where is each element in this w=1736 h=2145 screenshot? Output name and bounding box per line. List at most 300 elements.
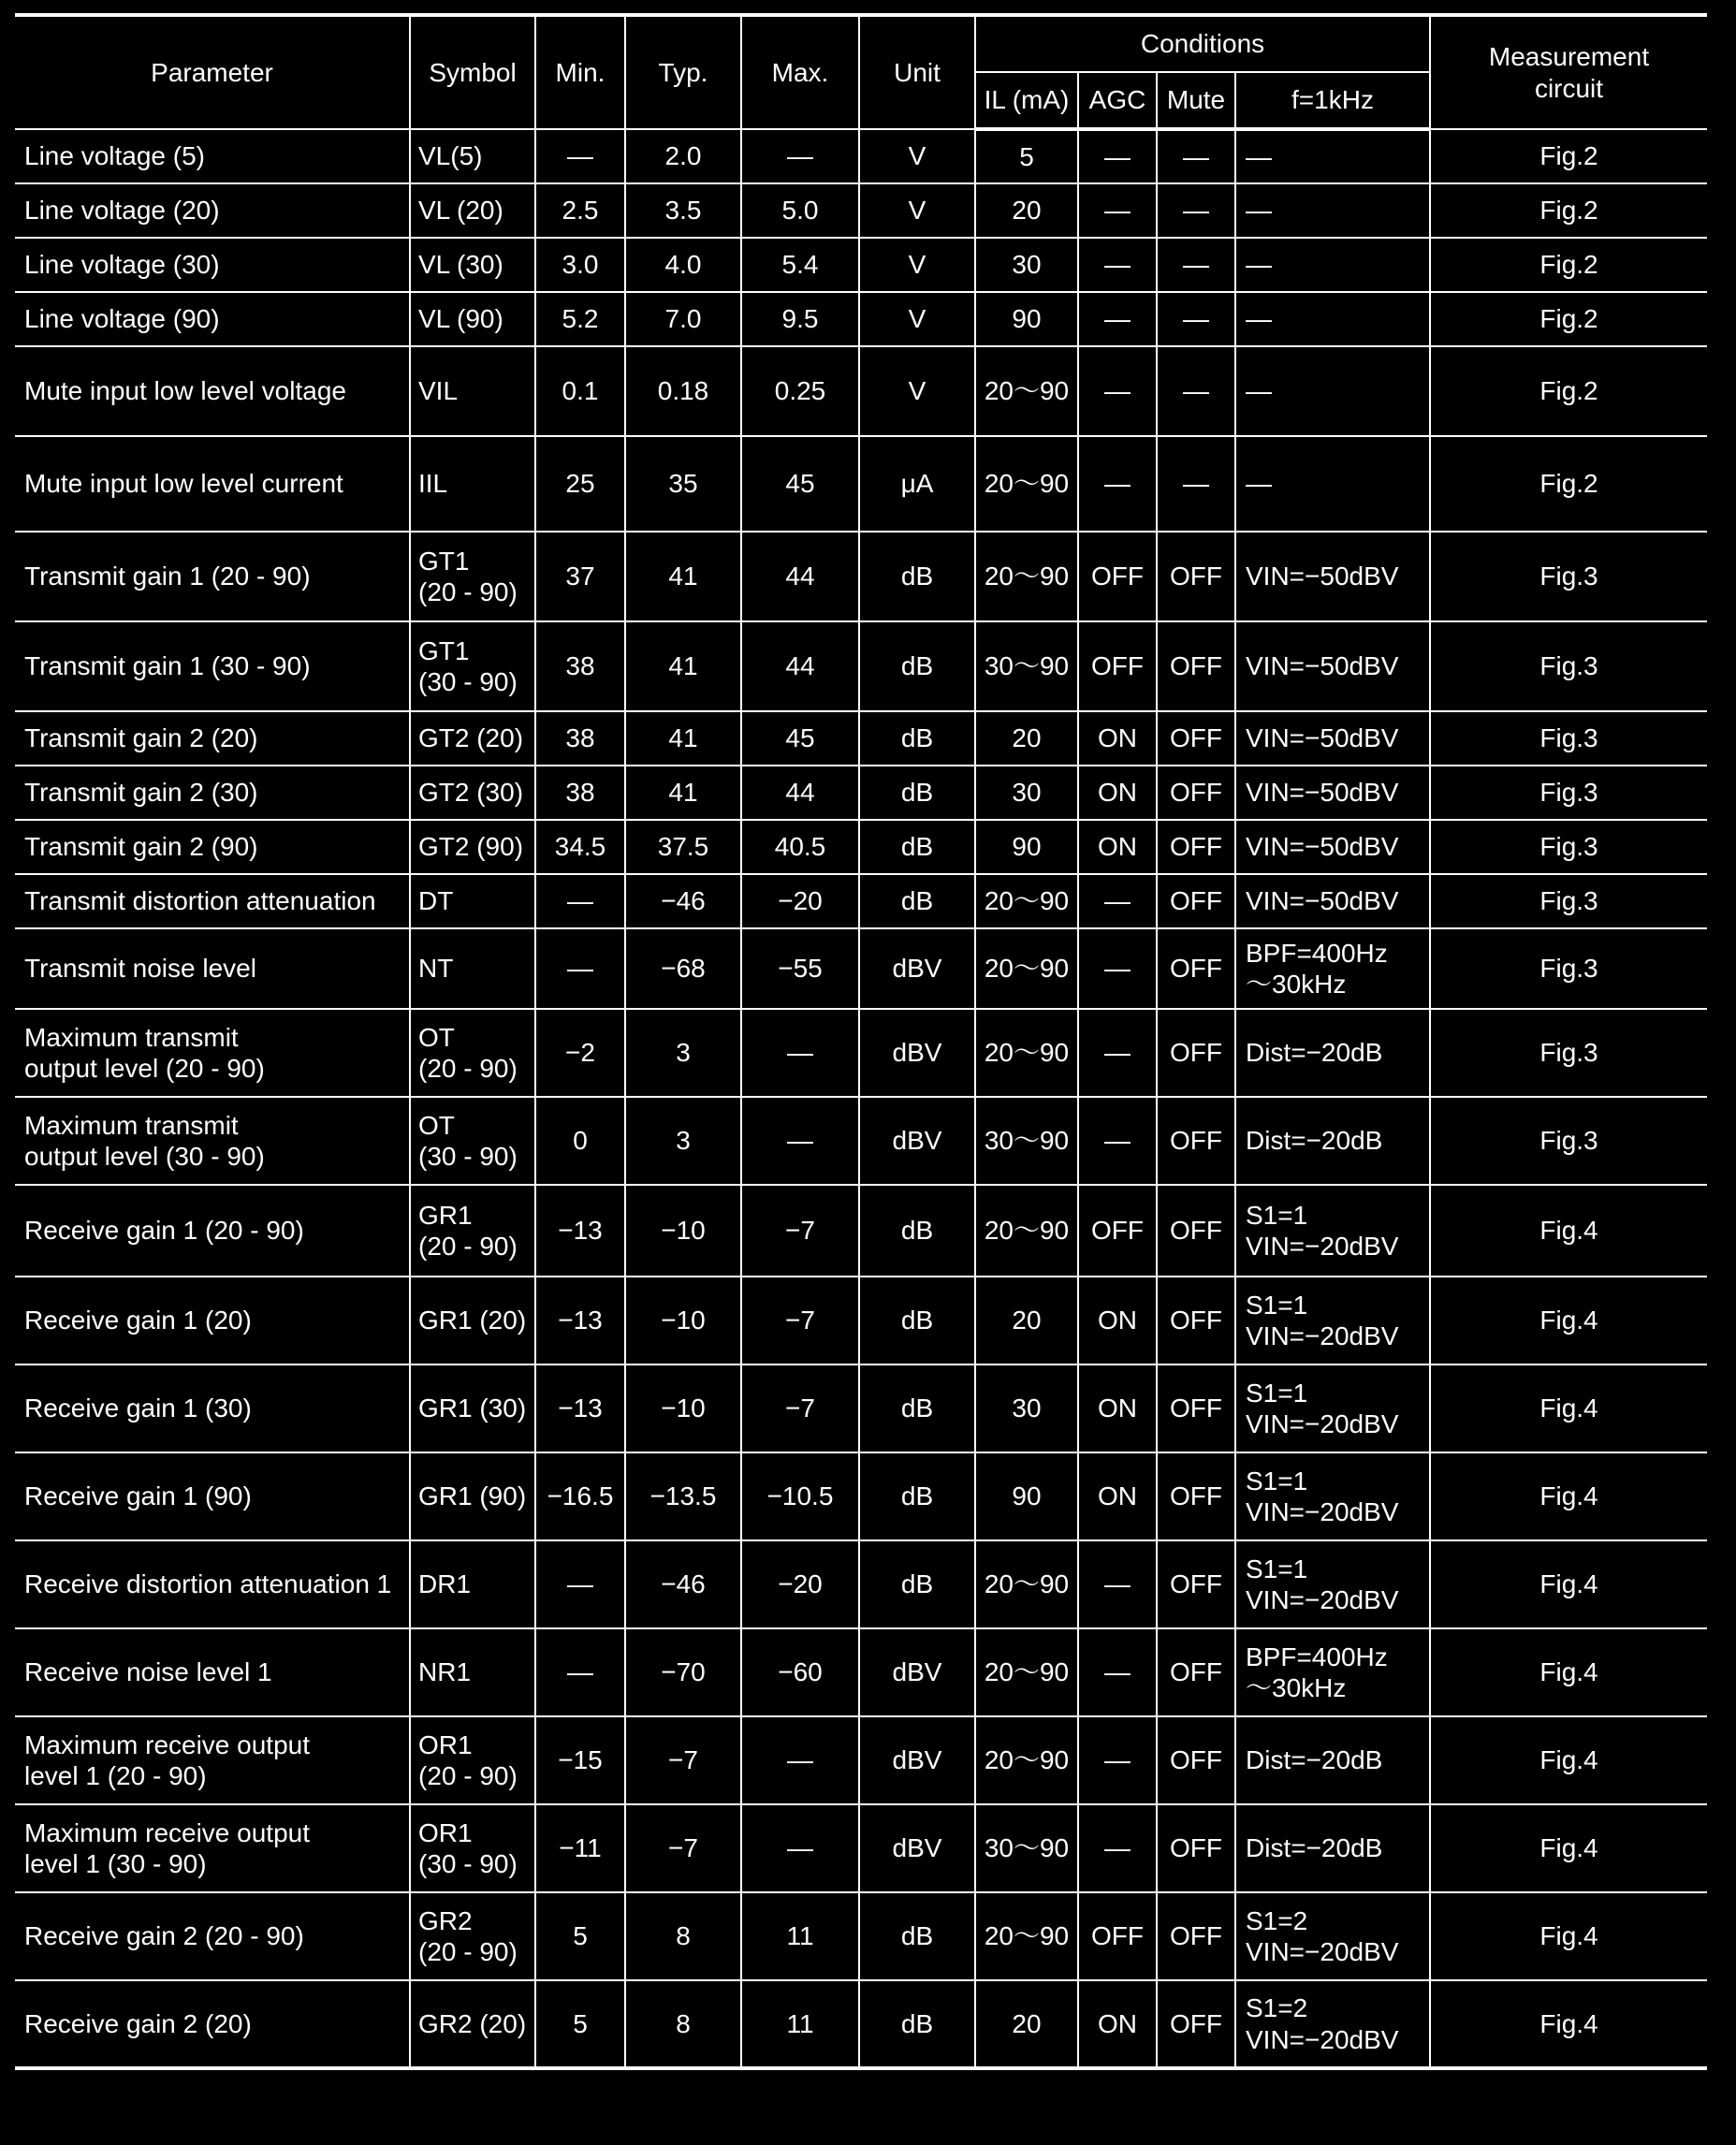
symbol-cell: GR2 (20 - 90) — [410, 1892, 535, 1980]
parameter-cell: Transmit noise level — [15, 928, 410, 1009]
unit-cell: dB — [859, 1540, 975, 1628]
mute-cell: OFF — [1157, 1097, 1235, 1185]
parameter-cell: Maximum transmit output level (20 - 90) — [15, 1009, 410, 1097]
parameter-cell: Line voltage (30) — [15, 238, 410, 292]
measurement-circuit-cell: Fig.4 — [1430, 1452, 1707, 1540]
agc-cell: OFF — [1078, 621, 1157, 711]
typ-cell: 41 — [625, 532, 741, 621]
unit-cell: dB — [859, 820, 975, 874]
agc-cell: — — [1078, 346, 1157, 436]
il-cell: 30～90 — [975, 1097, 1078, 1185]
mute-cell: — — [1157, 346, 1235, 436]
agc-cell: — — [1078, 129, 1157, 183]
symbol-cell: VL (20) — [410, 183, 535, 238]
min-cell: — — [535, 129, 625, 183]
typ-cell: −7 — [625, 1716, 741, 1804]
measurement-circuit-cell: Fig.3 — [1430, 711, 1707, 766]
agc-cell: — — [1078, 238, 1157, 292]
max-cell: 9.5 — [741, 292, 859, 346]
table-body — [15, 129, 1707, 2068]
condition-cell: S1=2 VIN=−20dBV — [1235, 1892, 1430, 1980]
unit-cell: V — [859, 129, 975, 183]
agc-cell: OFF — [1078, 532, 1157, 621]
min-cell: −13 — [535, 1185, 625, 1277]
agc-cell: — — [1078, 292, 1157, 346]
table-row — [15, 436, 1707, 532]
condition-cell: S1=1 VIN=−20dBV — [1235, 1540, 1430, 1628]
typ-cell: 8 — [625, 1980, 741, 2068]
header-symbol: Symbol — [410, 15, 535, 129]
il-cell: 20～90 — [975, 1540, 1078, 1628]
il-cell: 20 — [975, 1980, 1078, 2068]
mute-cell: OFF — [1157, 1009, 1235, 1097]
symbol-cell: VIL — [410, 346, 535, 436]
parameter-cell: Receive gain 2 (20 - 90) — [15, 1892, 410, 1980]
symbol-cell: DR1 — [410, 1540, 535, 1628]
il-cell: 20 — [975, 183, 1078, 238]
typ-cell: 3 — [625, 1097, 741, 1185]
max-cell: −7 — [741, 1185, 859, 1277]
max-cell: — — [741, 1009, 859, 1097]
condition-cell: S1=1 VIN=−20dBV — [1235, 1277, 1430, 1364]
header-measurement-circuit: Measurement circuit — [1430, 15, 1707, 129]
min-cell: — — [535, 1540, 625, 1628]
measurement-circuit-cell: Fig.4 — [1430, 1628, 1707, 1716]
agc-cell: ON — [1078, 1452, 1157, 1540]
il-cell: 90 — [975, 1452, 1078, 1540]
agc-cell: — — [1078, 1628, 1157, 1716]
symbol-cell: GR1 (30) — [410, 1364, 535, 1452]
header-min: Min. — [535, 15, 625, 129]
table-row — [15, 1097, 1707, 1185]
max-cell: 45 — [741, 436, 859, 532]
condition-cell: Dist=−20dB — [1235, 1009, 1430, 1097]
unit-cell: dB — [859, 532, 975, 621]
condition-cell: VIN=−50dBV — [1235, 621, 1430, 711]
typ-cell: 37.5 — [625, 820, 741, 874]
symbol-cell: GT2 (30) — [410, 766, 535, 820]
measurement-circuit-cell: Fig.3 — [1430, 874, 1707, 928]
parameter-cell: Transmit gain 2 (90) — [15, 820, 410, 874]
symbol-cell: GR1 (90) — [410, 1452, 535, 1540]
min-cell: −15 — [535, 1716, 625, 1804]
min-cell: 5.2 — [535, 292, 625, 346]
min-cell: 38 — [535, 711, 625, 766]
table-row — [15, 1185, 1707, 1277]
il-cell: 20～90 — [975, 436, 1078, 532]
measurement-circuit-cell: Fig.4 — [1430, 1364, 1707, 1452]
symbol-cell: NT — [410, 928, 535, 1009]
condition-cell: — — [1235, 436, 1430, 532]
mute-cell: OFF — [1157, 532, 1235, 621]
unit-cell: dB — [859, 1892, 975, 1980]
symbol-cell: VL (30) — [410, 238, 535, 292]
unit-cell: dBV — [859, 928, 975, 1009]
min-cell: −11 — [535, 1804, 625, 1892]
parameter-cell: Maximum receive output level 1 (20 - 90) — [15, 1716, 410, 1804]
unit-cell: dBV — [859, 1097, 975, 1185]
table-row — [15, 711, 1707, 766]
mute-cell: OFF — [1157, 1364, 1235, 1452]
parameter-cell: Maximum receive output level 1 (30 - 90) — [15, 1804, 410, 1892]
condition-cell: VIN=−50dBV — [1235, 766, 1430, 820]
unit-cell: dB — [859, 766, 975, 820]
symbol-cell: GT2 (20) — [410, 711, 535, 766]
il-cell: 20～90 — [975, 874, 1078, 928]
max-cell: −10.5 — [741, 1452, 859, 1540]
unit-cell: dB — [859, 711, 975, 766]
condition-cell: VIN=−50dBV — [1235, 820, 1430, 874]
agc-cell: ON — [1078, 820, 1157, 874]
condition-cell: VIN=−50dBV — [1235, 532, 1430, 621]
typ-cell: −10 — [625, 1185, 741, 1277]
typ-cell: −10 — [625, 1364, 741, 1452]
symbol-cell: GR1 (20) — [410, 1277, 535, 1364]
symbol-cell: NR1 — [410, 1628, 535, 1716]
parameter-cell: Receive gain 1 (20) — [15, 1277, 410, 1364]
mute-cell: OFF — [1157, 711, 1235, 766]
symbol-cell: GR2 (20) — [410, 1980, 535, 2068]
il-cell: 30 — [975, 238, 1078, 292]
table-row — [15, 1716, 1707, 1804]
table-row — [15, 292, 1707, 346]
header-mute: Mute — [1157, 72, 1235, 129]
agc-cell: — — [1078, 183, 1157, 238]
min-cell: −13 — [535, 1277, 625, 1364]
measurement-circuit-cell: Fig.2 — [1430, 346, 1707, 436]
measurement-circuit-cell: Fig.4 — [1430, 1892, 1707, 1980]
il-cell: 30～90 — [975, 1804, 1078, 1892]
unit-cell: dB — [859, 1364, 975, 1452]
max-cell: — — [741, 1716, 859, 1804]
table-row — [15, 1892, 1707, 1980]
measurement-circuit-cell: Fig.3 — [1430, 928, 1707, 1009]
condition-cell: S1=1 VIN=−20dBV — [1235, 1185, 1430, 1277]
typ-cell: 35 — [625, 436, 741, 532]
typ-cell: 41 — [625, 766, 741, 820]
parameter-cell: Transmit gain 1 (20 - 90) — [15, 532, 410, 621]
parameter-cell: Line voltage (20) — [15, 183, 410, 238]
agc-cell: — — [1078, 928, 1157, 1009]
mute-cell: OFF — [1157, 1628, 1235, 1716]
unit-cell: μA — [859, 436, 975, 532]
condition-cell: S1=1 VIN=−20dBV — [1235, 1452, 1430, 1540]
typ-cell: 7.0 — [625, 292, 741, 346]
condition-cell: — — [1235, 292, 1430, 346]
parameter-cell: Transmit gain 2 (20) — [15, 711, 410, 766]
parameter-cell: Mute input low level voltage — [15, 346, 410, 436]
symbol-cell: OT (20 - 90) — [410, 1009, 535, 1097]
parameter-cell: Line voltage (5) — [15, 129, 410, 183]
min-cell: 38 — [535, 766, 625, 820]
measurement-circuit-cell: Fig.3 — [1430, 766, 1707, 820]
agc-cell: — — [1078, 1009, 1157, 1097]
measurement-circuit-cell: Fig.4 — [1430, 1540, 1707, 1628]
agc-cell: — — [1078, 1540, 1157, 1628]
il-cell: 20～90 — [975, 928, 1078, 1009]
unit-cell: dB — [859, 1277, 975, 1364]
condition-cell: — — [1235, 129, 1430, 183]
table-row — [15, 1364, 1707, 1452]
unit-cell: dB — [859, 621, 975, 711]
condition-cell: Dist=−20dB — [1235, 1097, 1430, 1185]
max-cell: 5.0 — [741, 183, 859, 238]
table-row — [15, 1277, 1707, 1364]
il-cell: 20 — [975, 1277, 1078, 1364]
parameter-cell: Receive gain 1 (30) — [15, 1364, 410, 1452]
header-typ: Typ. — [625, 15, 741, 129]
measurement-circuit-cell: Fig.2 — [1430, 238, 1707, 292]
agc-cell: ON — [1078, 711, 1157, 766]
mute-cell: — — [1157, 129, 1235, 183]
agc-cell: OFF — [1078, 1892, 1157, 1980]
max-cell: 44 — [741, 766, 859, 820]
typ-cell: −13.5 — [625, 1452, 741, 1540]
il-cell: 20～90 — [975, 1628, 1078, 1716]
table-row — [15, 1804, 1707, 1892]
table-row — [15, 1980, 1707, 2068]
table-row — [15, 129, 1707, 183]
min-cell: 5 — [535, 1892, 625, 1980]
measurement-circuit-cell: Fig.4 — [1430, 1804, 1707, 1892]
symbol-cell: GR1 (20 - 90) — [410, 1185, 535, 1277]
condition-cell: BPF=400Hz ～30kHz — [1235, 1628, 1430, 1716]
min-cell: — — [535, 1628, 625, 1716]
parameter-cell: Receive distortion attenuation 1 — [15, 1540, 410, 1628]
max-cell: — — [741, 129, 859, 183]
condition-cell: Dist=−20dB — [1235, 1804, 1430, 1892]
unit-cell: V — [859, 292, 975, 346]
table-row — [15, 874, 1707, 928]
il-cell: 20 — [975, 711, 1078, 766]
mute-cell: OFF — [1157, 766, 1235, 820]
max-cell: −7 — [741, 1364, 859, 1452]
mute-cell: — — [1157, 183, 1235, 238]
max-cell: — — [741, 1097, 859, 1185]
il-cell: 90 — [975, 820, 1078, 874]
table-row — [15, 1009, 1707, 1097]
unit-cell: V — [859, 346, 975, 436]
unit-cell: V — [859, 183, 975, 238]
typ-cell: 41 — [625, 711, 741, 766]
agc-cell: — — [1078, 1716, 1157, 1804]
agc-cell: ON — [1078, 1364, 1157, 1452]
mute-cell: — — [1157, 436, 1235, 532]
parameter-cell: Line voltage (90) — [15, 292, 410, 346]
agc-cell: ON — [1078, 1980, 1157, 2068]
mute-cell: OFF — [1157, 1185, 1235, 1277]
measurement-circuit-cell: Fig.3 — [1430, 532, 1707, 621]
symbol-cell: GT1 (30 - 90) — [410, 621, 535, 711]
condition-cell: — — [1235, 238, 1430, 292]
symbol-cell: IIL — [410, 436, 535, 532]
typ-cell: −10 — [625, 1277, 741, 1364]
table-row — [15, 1452, 1707, 1540]
typ-cell: 0.18 — [625, 346, 741, 436]
max-cell: −60 — [741, 1628, 859, 1716]
min-cell: — — [535, 874, 625, 928]
min-cell: 2.5 — [535, 183, 625, 238]
min-cell: 0 — [535, 1097, 625, 1185]
il-cell: 30 — [975, 766, 1078, 820]
mute-cell: OFF — [1157, 1716, 1235, 1804]
max-cell: 11 — [741, 1892, 859, 1980]
header-max: Max. — [741, 15, 859, 129]
measurement-circuit-cell: Fig.2 — [1430, 129, 1707, 183]
min-cell: 34.5 — [535, 820, 625, 874]
agc-cell: — — [1078, 874, 1157, 928]
mute-cell: OFF — [1157, 1277, 1235, 1364]
max-cell: 44 — [741, 621, 859, 711]
mute-cell: OFF — [1157, 1980, 1235, 2068]
min-cell: 5 — [535, 1980, 625, 2068]
parameter-cell: Receive gain 2 (20) — [15, 1980, 410, 2068]
max-cell: 44 — [741, 532, 859, 621]
il-cell: 90 — [975, 292, 1078, 346]
typ-cell: −70 — [625, 1628, 741, 1716]
mute-cell: OFF — [1157, 621, 1235, 711]
condition-cell: VIN=−50dBV — [1235, 711, 1430, 766]
parameter-cell: Maximum transmit output level (30 - 90) — [15, 1097, 410, 1185]
max-cell: 5.4 — [741, 238, 859, 292]
typ-cell: 2.0 — [625, 129, 741, 183]
agc-cell: — — [1078, 1804, 1157, 1892]
min-cell: −2 — [535, 1009, 625, 1097]
il-cell: 20～90 — [975, 346, 1078, 436]
max-cell: — — [741, 1804, 859, 1892]
unit-cell: dBV — [859, 1628, 975, 1716]
table-row — [15, 928, 1707, 1009]
unit-cell: dB — [859, 1980, 975, 2068]
max-cell: −20 — [741, 874, 859, 928]
symbol-cell: OT (30 - 90) — [410, 1097, 535, 1185]
min-cell: — — [535, 928, 625, 1009]
parameter-cell: Mute input low level current — [15, 436, 410, 532]
mute-cell: — — [1157, 292, 1235, 346]
unit-cell: dB — [859, 1185, 975, 1277]
table-row — [15, 238, 1707, 292]
min-cell: −16.5 — [535, 1452, 625, 1540]
symbol-cell: GT1 (20 - 90) — [410, 532, 535, 621]
symbol-cell: GT2 (90) — [410, 820, 535, 874]
max-cell: −7 — [741, 1277, 859, 1364]
parameter-cell: Transmit gain 1 (30 - 90) — [15, 621, 410, 711]
parameter-cell: Receive gain 1 (90) — [15, 1452, 410, 1540]
typ-cell: −46 — [625, 1540, 741, 1628]
symbol-cell: DT — [410, 874, 535, 928]
measurement-circuit-cell: Fig.4 — [1430, 1980, 1707, 2068]
table-row — [15, 183, 1707, 238]
typ-cell: 3 — [625, 1009, 741, 1097]
il-cell: 30 — [975, 1364, 1078, 1452]
condition-cell: — — [1235, 346, 1430, 436]
table-row — [15, 820, 1707, 874]
unit-cell: dBV — [859, 1716, 975, 1804]
il-cell: 20～90 — [975, 1716, 1078, 1804]
measurement-circuit-cell: Fig.4 — [1430, 1716, 1707, 1804]
symbol-cell: OR1 (20 - 90) — [410, 1716, 535, 1804]
agc-cell: — — [1078, 1097, 1157, 1185]
mute-cell: OFF — [1157, 1540, 1235, 1628]
header-unit: Unit — [859, 15, 975, 129]
condition-cell: VIN=−50dBV — [1235, 874, 1430, 928]
header-il: IL (mA) — [975, 72, 1078, 129]
electrical-characteristics-table — [15, 13, 1707, 2070]
symbol-cell: OR1 (30 - 90) — [410, 1804, 535, 1892]
parameter-cell: Receive noise level 1 — [15, 1628, 410, 1716]
mute-cell: OFF — [1157, 874, 1235, 928]
table-row — [15, 766, 1707, 820]
measurement-circuit-cell: Fig.3 — [1430, 621, 1707, 711]
parameter-cell: Transmit distortion attenuation — [15, 874, 410, 928]
parameter-cell: Receive gain 1 (20 - 90) — [15, 1185, 410, 1277]
min-cell: 25 — [535, 436, 625, 532]
il-cell: 30～90 — [975, 621, 1078, 711]
max-cell: −55 — [741, 928, 859, 1009]
min-cell: 38 — [535, 621, 625, 711]
typ-cell: −46 — [625, 874, 741, 928]
mute-cell: OFF — [1157, 820, 1235, 874]
min-cell: 3.0 — [535, 238, 625, 292]
symbol-cell: VL (90) — [410, 292, 535, 346]
unit-cell: dB — [859, 874, 975, 928]
min-cell: −13 — [535, 1364, 625, 1452]
min-cell: 37 — [535, 532, 625, 621]
condition-cell: S1=1 VIN=−20dBV — [1235, 1364, 1430, 1452]
mute-cell: OFF — [1157, 928, 1235, 1009]
condition-cell: BPF=400Hz ～30kHz — [1235, 928, 1430, 1009]
agc-cell: — — [1078, 436, 1157, 532]
condition-cell: — — [1235, 183, 1430, 238]
typ-cell: 3.5 — [625, 183, 741, 238]
mute-cell: OFF — [1157, 1804, 1235, 1892]
il-cell: 20～90 — [975, 1892, 1078, 1980]
il-cell: 20～90 — [975, 532, 1078, 621]
typ-cell: −7 — [625, 1804, 741, 1892]
agc-cell: OFF — [1078, 1185, 1157, 1277]
measurement-circuit-cell: Fig.4 — [1430, 1185, 1707, 1277]
max-cell: 40.5 — [741, 820, 859, 874]
header-row-top — [15, 15, 1707, 72]
il-cell: 20～90 — [975, 1009, 1078, 1097]
table-row — [15, 1628, 1707, 1716]
table-row — [15, 1540, 1707, 1628]
typ-cell: −68 — [625, 928, 741, 1009]
mute-cell: OFF — [1157, 1892, 1235, 1980]
header-parameter: Parameter — [15, 15, 410, 129]
unit-cell: V — [859, 238, 975, 292]
il-cell: 5 — [975, 129, 1078, 183]
parameter-cell: Transmit gain 2 (30) — [15, 766, 410, 820]
measurement-circuit-cell: Fig.2 — [1430, 292, 1707, 346]
header-frequency: f=1kHz — [1235, 72, 1430, 129]
condition-cell: Dist=−20dB — [1235, 1716, 1430, 1804]
max-cell: 11 — [741, 1980, 859, 2068]
table-row — [15, 346, 1707, 436]
min-cell: 0.1 — [535, 346, 625, 436]
mute-cell: — — [1157, 238, 1235, 292]
max-cell: 0.25 — [741, 346, 859, 436]
measurement-circuit-cell: Fig.3 — [1430, 1009, 1707, 1097]
measurement-circuit-cell: Fig.3 — [1430, 1097, 1707, 1185]
table-row — [15, 621, 1707, 711]
header-agc: AGC — [1078, 72, 1157, 129]
typ-cell: 8 — [625, 1892, 741, 1980]
il-cell: 20～90 — [975, 1185, 1078, 1277]
unit-cell: dBV — [859, 1009, 975, 1097]
symbol-cell: VL(5) — [410, 129, 535, 183]
measurement-circuit-cell: Fig.4 — [1430, 1277, 1707, 1364]
